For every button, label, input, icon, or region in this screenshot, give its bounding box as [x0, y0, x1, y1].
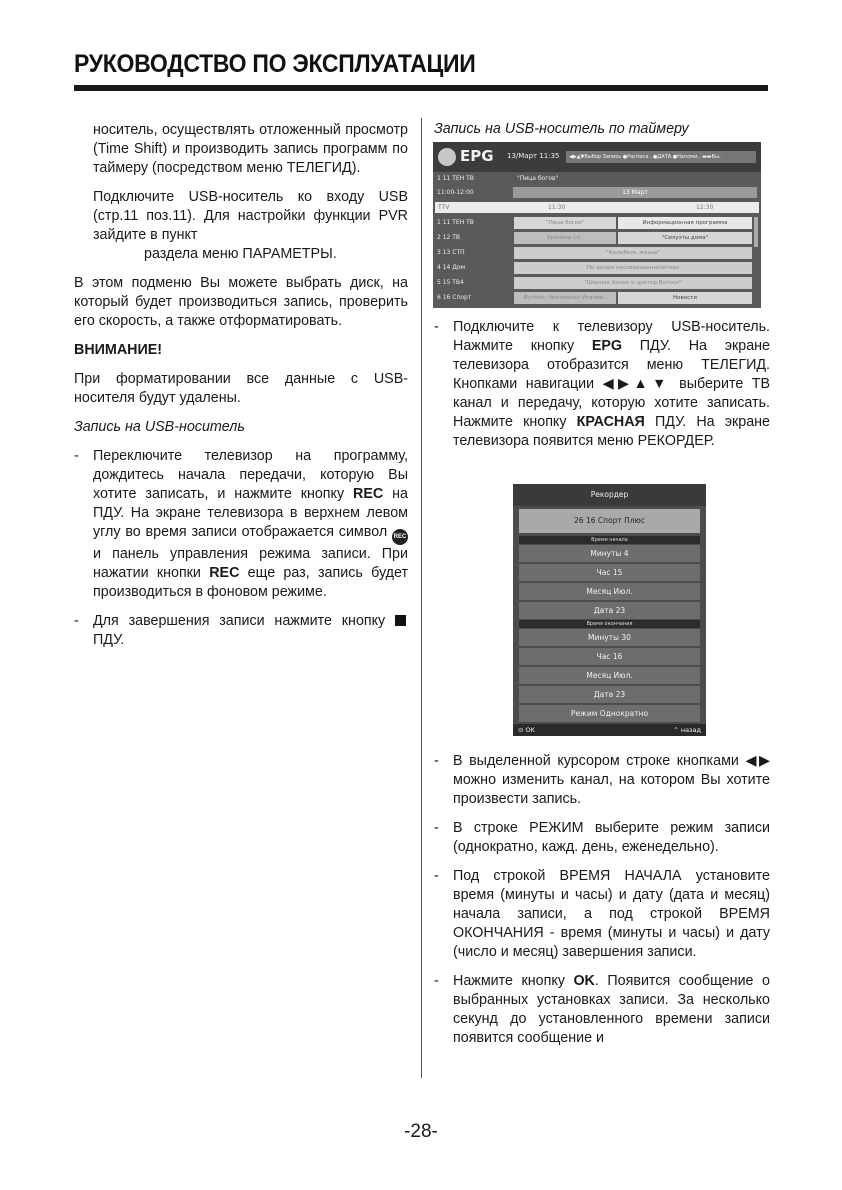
paragraph-timeshift: носитель, осуществлять отложенный просмотр (Time Shift) и производить запись программ по таймеру (посредством меню ТЕЛЕГИД). — [93, 122, 408, 176]
epg-channel[interactable]: 5 15 ТВ4 — [437, 279, 464, 286]
recorder-ok-hint: ⊙ OK — [518, 726, 535, 734]
bullet-change-channel: - В выделенной курсором строке кнопками ◀▶ можно изменить канал, на котором Вы хотите произвести запись. — [434, 752, 770, 809]
epg-program[interactable]: "Шерлок Холмс и доктор Ватсон" — [514, 277, 752, 289]
recorder-end-label: Время окончания — [519, 620, 700, 628]
epg-day: 13 Март — [513, 187, 757, 198]
recorder-start-row[interactable]: Дата 23 — [519, 602, 700, 619]
warning-heading: ВНИМАНИЕ! — [74, 342, 163, 358]
stop-icon — [395, 615, 406, 626]
page-title: РУКОВОДСТВО ПО ЭКСПЛУАТАЦИИ — [74, 50, 476, 78]
epg-hint-bar: ◀▶▲▼Выбор Запись ●Расписа.. ●ДАТА ●Напоми.. ▬▬Вы.. — [566, 151, 756, 163]
recorder-channel-row[interactable]: 26 16 Спорт Плюс — [519, 509, 700, 533]
epg-program[interactable]: Хроники сл.. — [514, 232, 616, 244]
bullet-ok: - Нажмите кнопку OK. Появится сообщение о выбранных установках записи. За несколько секунд до установленного времени записи появится сообщение и — [434, 972, 770, 1048]
epg-current-channel: 1 11 ТЕН ТВ — [437, 175, 474, 182]
epg-program[interactable]: По делам несовершеннолетних — [514, 262, 752, 274]
paragraph-submenu: В этом подменю Вы можете выбрать диск, на который будет производиться запись, проверить его скорость, а также отформатировать. — [74, 275, 408, 329]
epg-time-1: 11:30 — [548, 204, 566, 211]
epg-channel[interactable]: 3 13 СТП — [437, 249, 465, 256]
epg-logo-icon — [438, 148, 456, 166]
bullet-record: - Переключите телевизор на программу, дождитесь начала передачи, которую Вы хотите записать, и нажмите кнопку REC на ПДУ. На экране телевизора в верхнем левом углу во время записи отображается символ REC и панель управления режима записи. При нажатии кнопки REC еще раз, запись будет производиться в фоновом режиме. — [74, 447, 408, 602]
epg-channel[interactable]: 6 16 Спорт — [437, 294, 472, 301]
subheading-timer-recording: Запись на USB-носитель по таймеру — [434, 121, 689, 137]
epg-channel[interactable]: 4 14 Дом — [437, 264, 466, 271]
epg-screenshot — [433, 142, 761, 308]
recorder-start-label: Время начала — [519, 536, 700, 544]
epg-current-show: "Пица богов" — [517, 175, 559, 182]
recorder-start-row[interactable]: Месяц Июл. — [519, 583, 700, 600]
bullet-start-end-time: - Под строкой ВРЕМЯ НАЧАЛА установите время (минуты и часы) и дату (дата и месяц) начала записи, а под строкой ВРЕМЯ ОКОНЧАНИЯ - время (минуты и часы) и дату (число и месяц) завершения записи. — [434, 867, 770, 962]
right-column-part1 — [434, 318, 770, 461]
epg-program[interactable]: "Пица богов" — [514, 217, 616, 229]
rec-icon: REC — [392, 529, 408, 545]
column-divider — [421, 118, 422, 1078]
epg-program[interactable]: Информационная программа — [618, 217, 752, 229]
epg-channel[interactable]: 2 12 ТВ — [437, 234, 461, 241]
epg-time-range: 11:00-12:00 — [437, 189, 474, 196]
paragraph-settings-section: раздела меню ПАРАМЕТРЫ. — [144, 246, 337, 262]
recorder-mode-row[interactable]: Режим Однократно — [519, 705, 700, 722]
epg-program[interactable]: "Силуэты дома" — [618, 232, 752, 244]
epg-time-2: 12:30 — [696, 204, 714, 211]
recorder-title: Рекордер — [513, 484, 706, 506]
epg-header — [433, 142, 761, 172]
title-rule — [74, 85, 768, 91]
recorder-end-row[interactable]: Час 16 — [519, 648, 700, 665]
left-column — [74, 121, 408, 660]
right-column-part2 — [434, 752, 770, 1058]
epg-program[interactable]: "Колыбель жизни" — [514, 247, 752, 259]
paragraph-format-warning: При форматировании все данные с USB-носителя будут удалены. — [74, 371, 408, 406]
recorder-start-row[interactable]: Минуты 4 — [519, 545, 700, 562]
epg-date: 13/Март 11:35 — [507, 152, 560, 160]
page-number: -28- — [404, 1121, 438, 1142]
epg-program[interactable]: Новости — [618, 292, 752, 304]
epg-ttv: TTV — [438, 204, 450, 211]
paragraph-connect-usb: Подключите USB-носитель ко входу USB (стр.11 поз.11). Для настройки функции PVR зайдите в пункт — [93, 189, 408, 243]
subheading-usb-recording: Запись на USB-носитель — [74, 419, 245, 435]
epg-scrollbar[interactable] — [754, 217, 758, 247]
recorder-menu-screenshot — [513, 484, 706, 736]
epg-logo: EPG — [460, 147, 494, 165]
recorder-end-row[interactable]: Минуты 30 — [519, 629, 700, 646]
bullet-epg: - Подключите к телевизору USB-носитель. Нажмите кнопку EPG ПДУ. На экране телевизора отобразится меню ТЕЛЕГИД. Кнопками навигации ◀▶▲▼ выберите ТВ канал и передачу, которую хотите записать. Нажмите кнопку КРАСНАЯ ПДУ. На экране телевизора появится меню РЕКОРДЕР. — [434, 318, 770, 451]
bullet-stop: - Для завершения записи нажмите кнопку ПДУ. — [74, 612, 408, 650]
recorder-start-row[interactable]: Час 15 — [519, 564, 700, 581]
recorder-back-hint: ⌃ назад — [673, 726, 701, 734]
recorder-end-row[interactable]: Месяц Июл. — [519, 667, 700, 684]
bullet-mode: - В строке РЕЖИМ выберите режим записи (однократно, кажд. день, еженедельно). — [434, 819, 770, 857]
epg-channel[interactable]: 1 11 ТЕН ТВ — [437, 219, 474, 226]
epg-program[interactable]: Футбол. Чемпионат Италии.. — [514, 292, 616, 304]
recorder-end-row[interactable]: Дата 23 — [519, 686, 700, 703]
